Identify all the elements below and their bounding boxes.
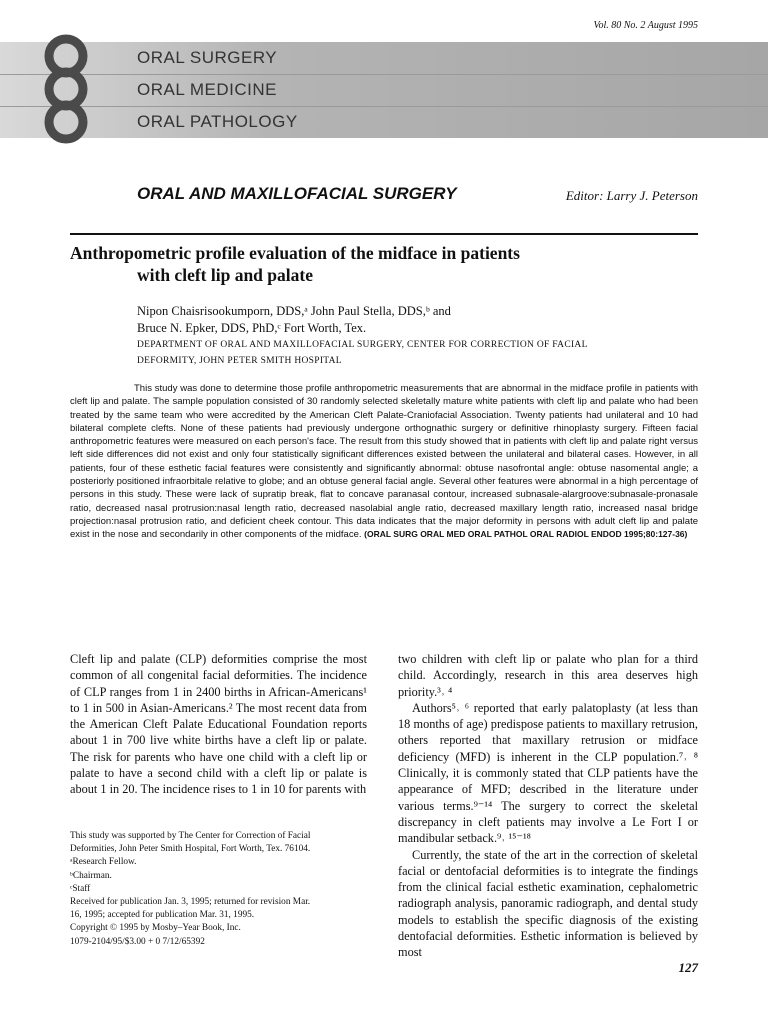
body-left-column (70, 651, 367, 798)
article-title-line-1: Anthropometric profile evaluation of the midface in patients (70, 243, 520, 263)
body-paragraph: Authors⁵˒ ⁶ reported that early palatoplasty (at less than 18 months of age) predispose patients to maxillary retrusion, others reported that maxillary retrusion or midface deficiency (MFD) is inherent in the CLP population.⁷˒ ⁸ Clinically, it is commonly stated that CLP patients have the appearance of MFD; described in the literature under various terms.⁹⁻¹⁴ The surgery to correct the skeletal discrepancy in cleft patients may involve a Le Fort I or mandibular setback.⁹˒ ¹⁵⁻¹⁸ (398, 700, 698, 846)
title-rule (70, 233, 698, 235)
journal-logo-icon (34, 34, 104, 144)
footnotes (70, 830, 367, 949)
footnote-support-2: Deformities, John Peter Smith Hospital, Fort Worth, Tex. 76104. (70, 844, 311, 855)
footnote-copyright: Copyright © 1995 by Mosby–Year Book, Inc. (70, 923, 241, 934)
article-title-line-2: with cleft lip and palate (137, 265, 313, 285)
volume-info: Vol. 80 No. 2 August 1995 (593, 20, 698, 31)
journal-title-line-2: ORAL MEDICINE (137, 80, 278, 99)
footnote-code: 1079-2104/95/$3.00 + 0 7/12/65392 (70, 936, 205, 947)
journal-title-line-3: ORAL PATHOLOGY (137, 112, 298, 131)
footnote-received-1: Received for publication Jan. 3, 1995; returned for revision Mar. (70, 897, 311, 908)
section-editor: Editor: Larry J. Peterson (565, 188, 698, 203)
abstract-citation: (ORAL SURG ORAL MED ORAL PATHOL ORAL RADIOL ENDOD 1995;80:127-36) (364, 529, 688, 540)
footnote-received-2: 16, 1995; accepted for publication Mar. 31, 1995. (70, 910, 255, 921)
authors-line-2: Bruce N. Epker, DDS, PhD,ᶜ Fort Worth, Tex. (137, 321, 367, 335)
journal-banner (0, 42, 768, 138)
abstract-text: This study was done to determine those profile anthropometric measurements that are abnormal in the midface profile in patients with cleft lip and palate. The sample population consisted of 30 randomly selected skeletally mature white patients with cleft lip and palate who had been treated by the same team who were accredited by the American Cleft Palate-Craniofacial Association. Twenty patients had unilateral and 10 had bilateral complete clefts. None of these patients had previously undergone orthognathic surgery or definitive rhinoplasty surgery. Fifteen facial anthropometric features were measured on each person's face. The result from this study showed that in patients with cleft lip and palate right versus left side differences did not exist and only four statistically significant differences existed between the unilateral and bilateral cases. However, in all patients, four of these esthetic facial features were consistently and significantly abnormal: obtuse nasofrontal angle: obtuse nasomental angle; a posteriorly positioned infraorbitale relative to globe; and an obtuse general facial angle. Several other features were abnormal in a high percentage of persons in this study. These were lack of supratip break, flat to concave paranasal contour, increased subnasale-alargroove:subnasale-pronasale ratio, decreased nasal protrusion:nasal length ratio, decreased nasolabial angle ratio, decreased maxillary length ratio, increased nasal bridge projection:nasal protrusion ratio, and deficient cheek contour. This data indicates that the major deformity in persons with adult cleft lip and palate exist in the nose and secondarily in other components of the midface. (70, 383, 698, 541)
body-paragraph: two children with cleft lip or palate who plan for a third child. Accordingly, research in this area deserves high priority.³˒ ⁴ (398, 652, 698, 699)
authors (137, 303, 697, 337)
department (137, 337, 677, 369)
body-right-column (398, 651, 698, 961)
body-paragraph: Cleft lip and palate (CLP) deformities comprise the most common of all congenital facial deformities. The incidence of CLP ranges from 1 in 2400 births in African-Americans¹ to 1 in 500 in Asian-Americans.² The most recent data from the American Cleft Palate Educational Foundation reports about 1 in 700 live white births have a cleft lip or palate. The risk for parents who have one child with a cleft lip or palate to have a second child with a cleft lip or palate is about 1 in 20. The incidence rises to 1 in 10 for parents with (70, 652, 367, 797)
body-paragraph: Currently, the state of the art in the correction of skeletal facial or dentofacial deformities is to integrate the findings from the clinical facial esthetic examination, cephalometric radiograph analysis, panoramic radiograph, and dental study models to establish the specific diagnosis of the existing dentofacial deformities. Esthetic information is believed by most (398, 847, 698, 960)
section-title: ORAL AND MAXILLOFACIAL SURGERY (137, 184, 457, 203)
article-title (70, 242, 698, 286)
journal-title-line-1: ORAL SURGERY (137, 48, 278, 67)
footnote-support-1: This study was supported by The Center for Correction of Facial (70, 831, 311, 841)
footnote-a: ᵃResearch Fellow. (70, 857, 137, 868)
page-number: 127 (678, 960, 698, 975)
abstract (70, 382, 698, 542)
authors-line-1: Nipon Chaisrisookumporn, DDS,ᵃ John Paul Stella, DDS,ᵇ and (137, 304, 451, 318)
department-line-2: DEFORMITY, JOHN PETER SMITH HOSPITAL (137, 356, 342, 366)
footnote-c: ᶜStaff (70, 883, 91, 894)
department-line-1: DEPARTMENT OF ORAL AND MAXILLOFACIAL SURGERY, CENTER FOR CORRECTION OF FACIAL (137, 340, 588, 350)
footnote-b: ᵇChairman. (70, 870, 112, 881)
